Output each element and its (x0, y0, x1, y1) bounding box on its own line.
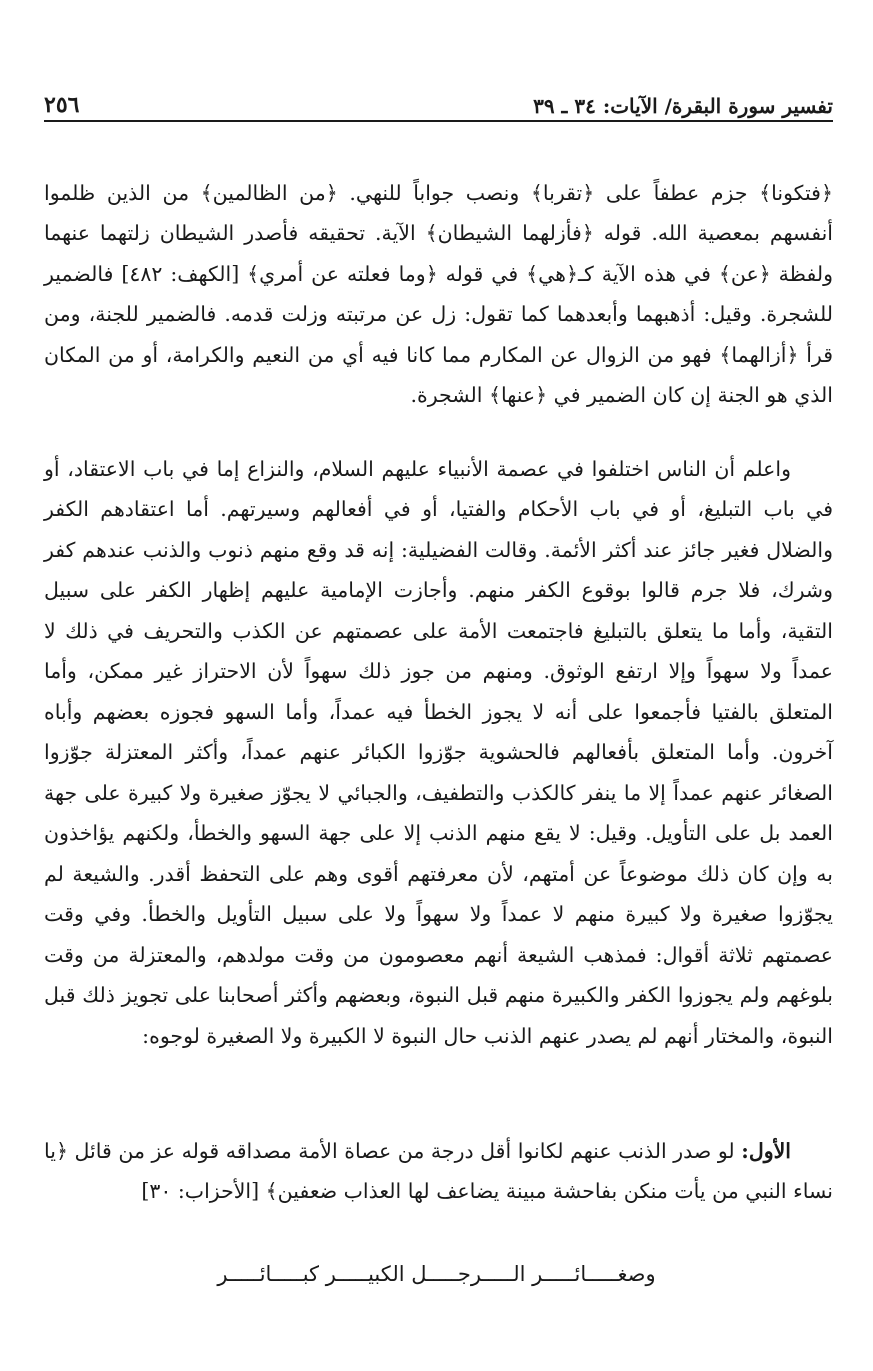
paragraph-3-text: لو صدر الذنب عنهم لكانوا أقل درجة من عصاة الأمة مصداقه قوله عز من قائل ﴿يا نساء النبي من يأت منكن بفاحشة مبينة يضاعف لها العذاب ضعفين﴾ [الأحزاب: ٣٠] (44, 1138, 833, 1203)
running-title: تفسير سورة البقرة/ الآيات: ٣٤ ـ ٣٩ (533, 94, 833, 118)
paragraph-1: ﴿فتكونا﴾ جزم عطفاً على ﴿تقربا﴾ ونصب جواباً للنهي. ﴿من الظالمين﴾ من الذين ظلموا أنفسهم بمعصية الله. قوله ﴿فأزلهما الشيطان﴾ الآية. تحقيقه فأصدر الشيطان زلتهما عنهما ولفظة ﴿عن﴾ في هذه الآية كـ﴿هي﴾ في قوله ﴿وما فعلته عن أمري﴾ [الكهف: ٤٨٢] فالضمير للشجرة. وقيل: أذهبهما وأبعدهما كما تقول: زل عن مرتبته وزلت قدمه. فالضمير للجنة، ومن قرأ ﴿أزالهما﴾ فهو من الزوال عن المكارم مما كانا فيه أي من النعيم والكرامة، أو من المكان الذي هو الجنة إن كان الضمير في ﴿عنها﴾ الشجرة. (44, 180, 833, 407)
running-header (44, 84, 833, 122)
paragraph-2: واعلم أن الناس اختلفوا في عصمة الأنبياء عليهم السلام، والنزاع إما في باب الاعتقاد، أو في باب التبليغ، أو في باب الأحكام والفتيا، أو في أفعالهم وسيرتهم. أما اعتقادهم الكفر والضلال فغير جائز عند أكثر الأئمة. وقالت الفضيلية: إنه قد وقع منهم ذنوب والذنب عندهم كفر وشرك، فلا جرم قالوا بوقوع الكفر منهم. وأجازت الإمامية عليهم إظهار الكفر على سبيل التقية، وأما ما يتعلق بالتبليغ فاجتمعت الأمة على عصمتهم عن الكذب والتحريف في ذلك لا عمداً ولا سهواً وإلا ارتفع الوثوق. ومنهم من جوز ذلك سهواً لأن الاحتراز غير ممكن، وأما المتعلق بالفتيا فأجمعوا على أنه لا يجوز الخطأ فيه عمداً، وأما السهو فجوزه بعضهم وأباه آخرون. وأما المتعلق بأفعالهم فالحشوية جوّزوا الكبائر عنهم عمداً، وأكثر المعتزلة جوّزوا الصغائر عنهم عمداً إلا ما ينفر كالكذب والتطفيف، والجبائي لا يجوّز صغيرة ولا كبيرة على جهة العمد بل على التأويل. وقيل: لا يقع منهم الذنب إلا على جهة السهو والخطأ، ولكنهم يؤاخذون به وإن كان ذلك موضوعاً عن أمتهم، لأن معرفتهم أقوى وهم على التحفظ أقدر. والشيعة لم يجوّزوا صغيرة ولا كبيرة منهم لا عمداً ولا سهواً ولا على سبيل التأويل والخطأ. وفي وقت عصمتهم ثلاثة أقوال: فمذهب الشيعة أنهم معصومون من وقت مولدهم، والمعتزلة من وقت بلوغهم ولم يجوزوا الكفر والكبيرة منهم قبل النبوة، وبعضهم وأكثر أصحابنا على تجويز ذلك قبل النبوة، والمختار أنهم لم يصدر عنهم الذنب حال النبوة لا الكبيرة ولا الصغيرة لوجوه: (44, 456, 833, 1048)
paragraph-3 (44, 1131, 833, 1212)
paragraph-3-lead: الأول: (741, 1138, 791, 1163)
page-number: ٢٥٦ (44, 92, 80, 118)
footer-proverb: وصغـــــائـــــر الـــــرجـــــل الكبيـــــر كبـــــائـــــر (217, 1262, 656, 1286)
